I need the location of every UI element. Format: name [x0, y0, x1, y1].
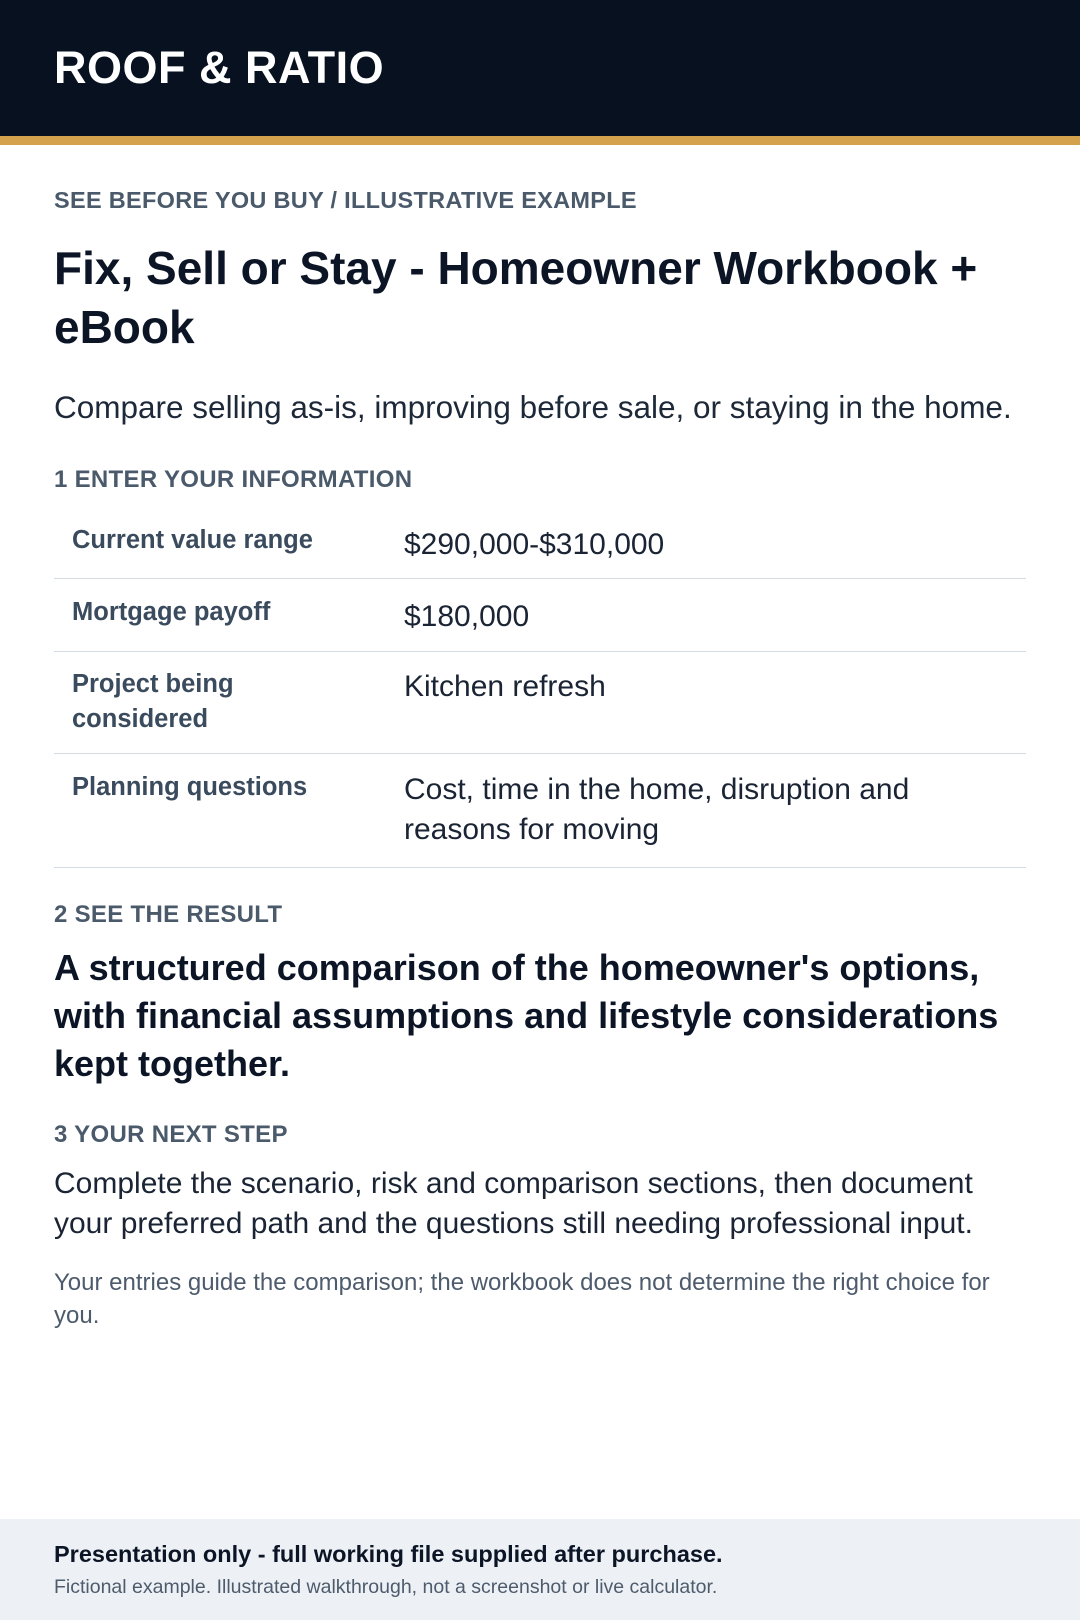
- information-table: [54, 505, 1026, 868]
- page-header: [0, 0, 1080, 136]
- footer-notice: Presentation only - full working file supplied after purchase.: [54, 1541, 723, 1567]
- footer-subnote: Fictional example. Illustrated walkthrough, not a screenshot or live calculator.: [54, 1576, 718, 1598]
- disclaimer-text: Your entries guide the comparison; the workbook does not determine the right choice for you.: [54, 1269, 990, 1329]
- brand-logo-text: ROOF & RATIO: [54, 42, 385, 93]
- eyebrow-label: SEE BEFORE YOU BUY / ILLUSTRATIVE EXAMPLE: [54, 187, 637, 213]
- main-content: [0, 185, 1080, 1332]
- step-1-heading: 1 ENTER YOUR INFORMATION: [54, 466, 413, 493]
- result-statement: A structured comparison of the homeowner's options, with financial assumptions and lifestyle considerations kept together.: [54, 947, 999, 1084]
- page-footer: [0, 1519, 1080, 1620]
- row-value-mortgage-payoff: $180,000: [404, 600, 530, 633]
- page-title: Fix, Sell or Stay - Homeowner Workbook + eBook: [54, 242, 978, 353]
- table-row: [54, 505, 1026, 579]
- header-accent-bar: [0, 136, 1080, 145]
- table-row: [54, 579, 1026, 652]
- table-row: [54, 652, 1026, 754]
- step-2-heading: 2 SEE THE RESULT: [54, 901, 283, 928]
- row-label-project: Project being considered: [72, 670, 234, 733]
- next-step-text: Complete the scenario, risk and comparison sections, then document your preferred path and the questions still needing professional input.: [54, 1167, 973, 1240]
- page-subtitle: Compare selling as-is, improving before sale, or staying in the home.: [54, 389, 1012, 425]
- row-value-current-value: $290,000-$310,000: [404, 528, 665, 561]
- step-3-heading: 3 YOUR NEXT STEP: [54, 1121, 288, 1148]
- row-value-project: Kitchen refresh: [404, 670, 606, 703]
- table-row: [54, 754, 1026, 868]
- row-label-mortgage-payoff: Mortgage payoff: [72, 598, 271, 626]
- row-label-current-value: Current value range: [72, 526, 313, 554]
- row-label-planning-questions: Planning questions: [72, 773, 308, 801]
- row-value-planning-questions: Cost, time in the home, disruption and reasons for moving: [404, 773, 910, 846]
